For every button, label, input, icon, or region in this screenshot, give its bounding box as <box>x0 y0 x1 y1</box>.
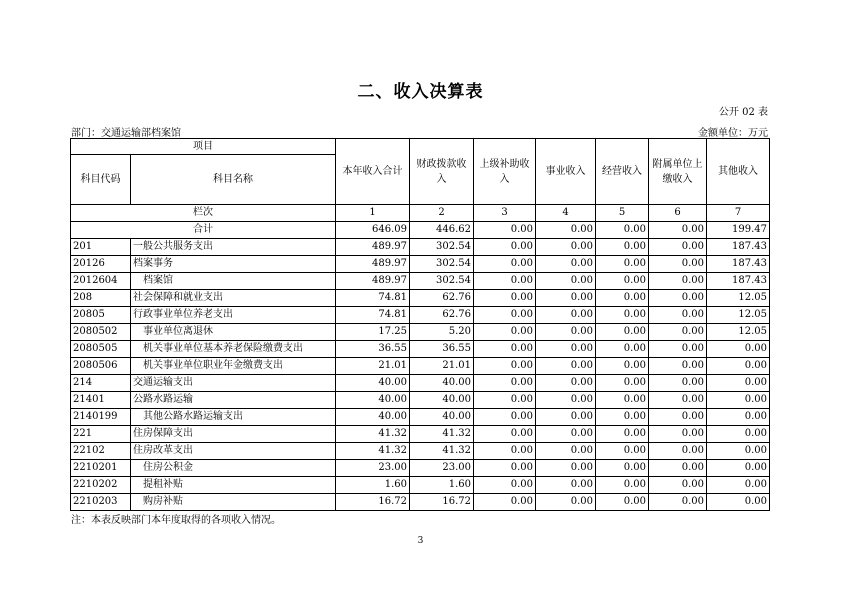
amount-cell: 74.81 <box>336 290 410 307</box>
amount-cell: 0.00 <box>707 460 770 477</box>
subject-code: 2080506 <box>71 358 131 375</box>
column-number: 2 <box>410 205 474 222</box>
table-row <box>71 392 770 409</box>
table-row <box>71 290 770 307</box>
amount-cell: 1.60 <box>336 477 410 494</box>
amount-cell: 0.00 <box>596 307 649 324</box>
subject-name: 其他公路水路运输支出 <box>131 409 336 426</box>
subject-name: 档案馆 <box>131 273 336 290</box>
amount-cell: 0.00 <box>536 307 596 324</box>
subject-name: 行政事业单位养老支出 <box>131 307 336 324</box>
amount-cell: 0.00 <box>596 460 649 477</box>
subject-code: 2012604 <box>71 273 131 290</box>
amount-cell: 0.00 <box>474 341 536 358</box>
amount-cell: 0.00 <box>649 392 707 409</box>
amount-cell: 0.00 <box>536 375 596 392</box>
subject-code: 22102 <box>71 443 131 460</box>
amount-cell: 40.00 <box>336 409 410 426</box>
total-value: 0.00 <box>536 222 596 239</box>
subject-code: 2080505 <box>71 341 131 358</box>
amount-cell: 0.00 <box>536 494 596 511</box>
subject-name: 社会保障和就业支出 <box>131 290 336 307</box>
subject-code: 2210203 <box>71 494 131 511</box>
table-row <box>71 426 770 443</box>
subject-name: 购房补贴 <box>131 494 336 511</box>
column-number: 5 <box>596 205 649 222</box>
header-code: 科目代码 <box>71 155 131 205</box>
amount-cell: 0.00 <box>474 358 536 375</box>
amount-cell: 0.00 <box>474 426 536 443</box>
table-row <box>71 409 770 426</box>
amount-cell: 0.00 <box>536 256 596 273</box>
table-row <box>71 443 770 460</box>
total-value: 0.00 <box>474 222 536 239</box>
amount-cell: 36.55 <box>336 341 410 358</box>
amount-cell: 0.00 <box>596 375 649 392</box>
header-project: 项目 <box>71 139 336 155</box>
amount-cell: 21.01 <box>410 358 474 375</box>
subject-code: 2210202 <box>71 477 131 494</box>
amount-cell: 62.76 <box>410 290 474 307</box>
amount-cell: 0.00 <box>596 426 649 443</box>
amount-cell: 0.00 <box>649 494 707 511</box>
amount-cell: 0.00 <box>649 358 707 375</box>
subject-name: 档案事务 <box>131 256 336 273</box>
amount-cell: 0.00 <box>474 273 536 290</box>
amount-cell: 0.00 <box>707 392 770 409</box>
amount-cell: 0.00 <box>474 290 536 307</box>
amount-cell: 0.00 <box>536 273 596 290</box>
page-title: 二、收入决算表 <box>357 82 484 102</box>
amount-cell: 0.00 <box>649 409 707 426</box>
amount-cell: 0.00 <box>536 392 596 409</box>
subject-name: 公路水路运输 <box>131 392 336 409</box>
table-row <box>71 460 770 477</box>
amount-cell: 489.97 <box>336 273 410 290</box>
amount-cell: 0.00 <box>596 324 649 341</box>
amount-cell: 17.25 <box>336 324 410 341</box>
amount-cell: 0.00 <box>707 341 770 358</box>
subject-name: 交通运输支出 <box>131 375 336 392</box>
amount-cell: 41.32 <box>336 443 410 460</box>
amount-cell: 0.00 <box>649 460 707 477</box>
amount-cell: 23.00 <box>336 460 410 477</box>
column-number: 6 <box>649 205 707 222</box>
subject-name: 事业单位离退休 <box>131 324 336 341</box>
amount-cell: 0.00 <box>536 239 596 256</box>
table-body <box>71 239 770 511</box>
amount-cell: 302.54 <box>410 256 474 273</box>
amount-cell: 0.00 <box>707 494 770 511</box>
amount-cell: 0.00 <box>536 409 596 426</box>
amount-cell: 0.00 <box>649 239 707 256</box>
header-affiliated: 附属单位上缴收入 <box>649 139 707 205</box>
amount-cell: 21.01 <box>336 358 410 375</box>
amount-unit-label: 金额单位：万元 <box>698 128 768 139</box>
amount-cell: 23.00 <box>410 460 474 477</box>
amount-cell: 0.00 <box>536 341 596 358</box>
subject-name: 一般公共服务支出 <box>131 239 336 256</box>
amount-cell: 40.00 <box>410 375 474 392</box>
amount-cell: 302.54 <box>410 273 474 290</box>
amount-cell: 74.81 <box>336 307 410 324</box>
amount-cell: 0.00 <box>474 460 536 477</box>
amount-cell: 41.32 <box>336 426 410 443</box>
amount-cell: 0.00 <box>649 477 707 494</box>
amount-cell: 0.00 <box>596 443 649 460</box>
table-row <box>71 375 770 392</box>
amount-cell: 40.00 <box>336 392 410 409</box>
subject-code: 21401 <box>71 392 131 409</box>
amount-cell: 0.00 <box>649 426 707 443</box>
table-row <box>71 307 770 324</box>
table-note: 注：本表反映部门本年度取得的各项收入情况。 <box>71 515 281 526</box>
amount-cell: 0.00 <box>707 477 770 494</box>
table-row <box>71 358 770 375</box>
amount-cell: 0.00 <box>596 290 649 307</box>
header-fiscal: 财政拨款收入 <box>410 139 474 205</box>
amount-cell: 0.00 <box>649 341 707 358</box>
subject-code: 201 <box>71 239 131 256</box>
amount-cell: 0.00 <box>596 494 649 511</box>
amount-cell: 12.05 <box>707 290 770 307</box>
amount-cell: 40.00 <box>410 409 474 426</box>
amount-cell: 187.43 <box>707 239 770 256</box>
amount-cell: 0.00 <box>474 256 536 273</box>
amount-cell: 12.05 <box>707 324 770 341</box>
table-row <box>71 256 770 273</box>
form-code: 公开 02 表 <box>718 107 768 118</box>
subject-code: 20805 <box>71 307 131 324</box>
department-label: 部门：交通运输部档案馆 <box>71 128 181 139</box>
table-row <box>71 477 770 494</box>
amount-cell: 0.00 <box>596 392 649 409</box>
subject-code: 2140199 <box>71 409 131 426</box>
amount-cell: 0.00 <box>474 494 536 511</box>
subject-name: 提租补贴 <box>131 477 336 494</box>
table-row <box>71 239 770 256</box>
amount-cell: 0.00 <box>474 307 536 324</box>
amount-cell: 0.00 <box>474 477 536 494</box>
amount-cell: 0.00 <box>649 324 707 341</box>
amount-cell: 36.55 <box>410 341 474 358</box>
amount-cell: 0.00 <box>707 426 770 443</box>
amount-cell: 40.00 <box>410 392 474 409</box>
amount-cell: 0.00 <box>596 239 649 256</box>
amount-cell: 0.00 <box>596 256 649 273</box>
subject-code: 208 <box>71 290 131 307</box>
column-number-label: 栏次 <box>71 205 336 222</box>
amount-cell: 0.00 <box>536 358 596 375</box>
amount-cell: 0.00 <box>536 324 596 341</box>
subject-name: 机关事业单位基本养老保险缴费支出 <box>131 341 336 358</box>
amount-cell: 0.00 <box>707 358 770 375</box>
subject-name: 住房公积金 <box>131 460 336 477</box>
amount-cell: 12.05 <box>707 307 770 324</box>
subject-code: 20126 <box>71 256 131 273</box>
amount-cell: 0.00 <box>596 477 649 494</box>
total-value: 0.00 <box>596 222 649 239</box>
header-business: 事业收入 <box>536 139 596 205</box>
amount-cell: 0.00 <box>596 409 649 426</box>
amount-cell: 0.00 <box>649 290 707 307</box>
column-number: 1 <box>336 205 410 222</box>
column-number: 7 <box>707 205 770 222</box>
amount-cell: 0.00 <box>649 375 707 392</box>
header-total: 本年收入合计 <box>336 139 410 205</box>
table-row <box>71 273 770 290</box>
amount-cell: 0.00 <box>649 256 707 273</box>
amount-cell: 0.00 <box>596 273 649 290</box>
table-row <box>71 341 770 358</box>
amount-cell: 0.00 <box>474 239 536 256</box>
amount-cell: 0.00 <box>649 443 707 460</box>
amount-cell: 0.00 <box>536 290 596 307</box>
table-row <box>71 494 770 511</box>
total-value: 646.09 <box>336 222 410 239</box>
amount-cell: 40.00 <box>336 375 410 392</box>
subject-name: 住房保障支出 <box>131 426 336 443</box>
amount-cell: 489.97 <box>336 256 410 273</box>
income-table <box>70 138 770 511</box>
page-number: 3 <box>417 536 424 546</box>
amount-cell: 16.72 <box>410 494 474 511</box>
subject-code: 214 <box>71 375 131 392</box>
amount-cell: 41.32 <box>410 426 474 443</box>
amount-cell: 302.54 <box>410 239 474 256</box>
amount-cell: 0.00 <box>536 460 596 477</box>
subject-name: 机关事业单位职业年金缴费支出 <box>131 358 336 375</box>
amount-cell: 489.97 <box>336 239 410 256</box>
amount-cell: 1.60 <box>410 477 474 494</box>
total-value: 199.47 <box>707 222 770 239</box>
amount-cell: 0.00 <box>707 409 770 426</box>
amount-cell: 187.43 <box>707 273 770 290</box>
subject-code: 2080502 <box>71 324 131 341</box>
column-number: 3 <box>474 205 536 222</box>
header-superior: 上级补助收入 <box>474 139 536 205</box>
subject-code: 2210201 <box>71 460 131 477</box>
table-row <box>71 324 770 341</box>
amount-cell: 0.00 <box>536 426 596 443</box>
amount-cell: 187.43 <box>707 256 770 273</box>
total-value: 0.00 <box>649 222 707 239</box>
amount-cell: 0.00 <box>474 409 536 426</box>
amount-cell: 0.00 <box>596 358 649 375</box>
header-name: 科目名称 <box>131 155 336 205</box>
amount-cell: 0.00 <box>707 443 770 460</box>
amount-cell: 62.76 <box>410 307 474 324</box>
amount-cell: 41.32 <box>410 443 474 460</box>
amount-cell: 0.00 <box>536 477 596 494</box>
amount-cell: 16.72 <box>336 494 410 511</box>
amount-cell: 0.00 <box>649 273 707 290</box>
total-label: 合计 <box>71 222 336 239</box>
amount-cell: 0.00 <box>536 443 596 460</box>
amount-cell: 0.00 <box>474 375 536 392</box>
column-number: 4 <box>536 205 596 222</box>
amount-cell: 0.00 <box>707 375 770 392</box>
amount-cell: 0.00 <box>474 443 536 460</box>
header-operating: 经营收入 <box>596 139 649 205</box>
amount-cell: 0.00 <box>474 324 536 341</box>
header-other: 其他收入 <box>707 139 770 205</box>
total-value: 446.62 <box>410 222 474 239</box>
amount-cell: 0.00 <box>649 307 707 324</box>
subject-code: 221 <box>71 426 131 443</box>
amount-cell: 0.00 <box>474 392 536 409</box>
amount-cell: 5.20 <box>410 324 474 341</box>
subject-name: 住房改革支出 <box>131 443 336 460</box>
amount-cell: 0.00 <box>596 341 649 358</box>
